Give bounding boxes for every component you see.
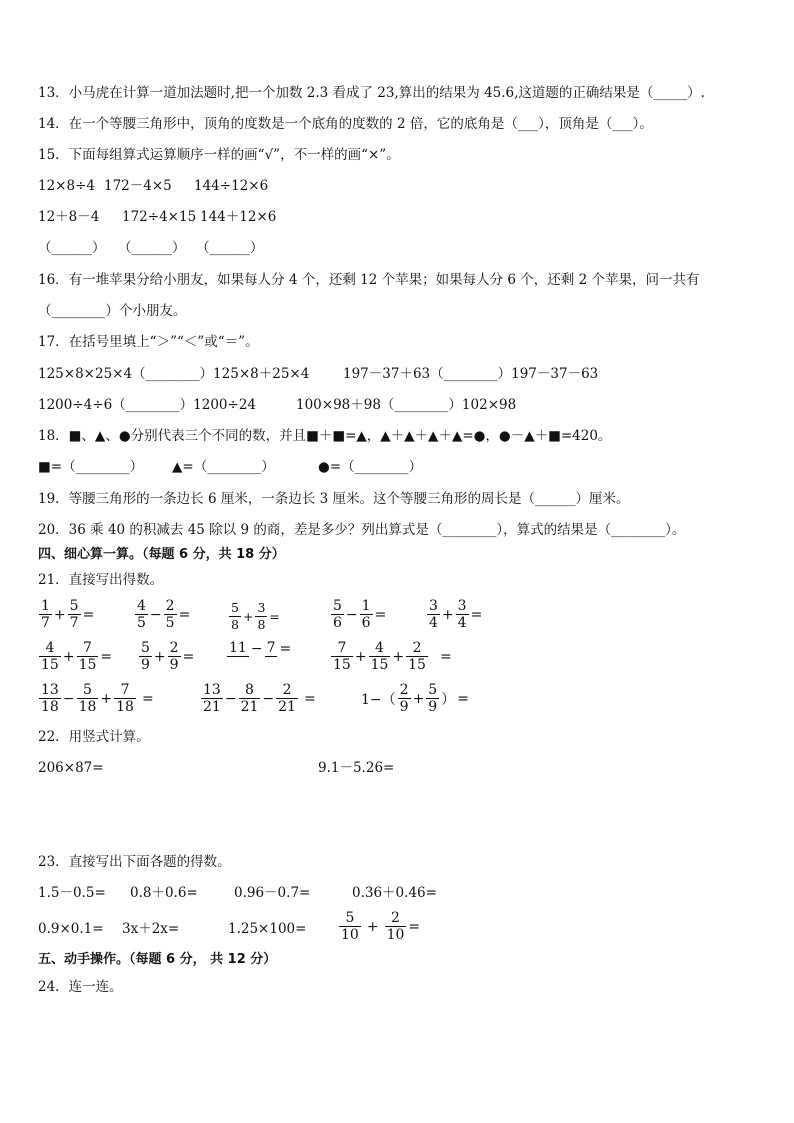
q23-expr-5[interactable]: 0.9×0.1= <box>38 921 104 937</box>
q15-row1-expr-1: 12×8÷4 <box>38 178 95 194</box>
fraction: $\frac{13}{21}$ <box>203 682 221 715</box>
fraction: $\frac{2}{9}$ <box>169 640 179 673</box>
section-5-heading: 五、动手操作。（每题 6 分， 共 12 分） <box>38 952 277 967</box>
q21-expr-11: $\frac{13}{21}$ − $\frac{8}{21}$ − $\frac{2}{21}$ = <box>203 682 316 715</box>
question-23: 23．直接写出下面各题的得数。 <box>38 854 231 870</box>
fraction: $\frac{4}{15}$ <box>370 640 389 673</box>
q22-expr-1[interactable]: 206×87= <box>38 760 104 776</box>
fraction: $\frac{2}{9}$ <box>399 682 409 715</box>
q21-expr-2: $\frac{4}{5}$ − $\frac{2}{5}$ = <box>137 598 191 631</box>
fraction: $\frac{1}{7}$ <box>41 598 50 631</box>
fraction: $\frac{7}{15}$ <box>333 640 351 673</box>
fraction: $\frac{7}{15}$ <box>78 640 97 673</box>
q21-expr-9: $\frac{7}{15}$ + $\frac{4}{15}$ + $\frac{2}{15}$ = <box>333 640 452 673</box>
question-22: 22．用竖式计算。 <box>38 729 150 745</box>
q15-blank-1[interactable]: （______） <box>38 240 106 256</box>
fraction: $\frac{2}{10}$ <box>386 910 405 943</box>
q15-row1-expr-2: 172－4×5 <box>104 178 172 194</box>
fraction: $\frac{2}{5}$ <box>165 598 175 631</box>
fraction: $\frac{5}{18}$ <box>78 682 97 715</box>
q17-compare-4[interactable]: 100×98＋98（________）102×98 <box>296 397 517 413</box>
question-20[interactable]: 20．36 乘 40 的积减去 45 除以 9 的商，差是多少？列出算式是（________），算式的结果是（________）。 <box>38 522 686 538</box>
q17-compare-3[interactable]: 1200÷4÷6（________）1200÷24 <box>38 397 257 413</box>
q15-blank-2[interactable]: （______） <box>118 240 186 256</box>
q21-expr-3: $\frac{5}{8}$ + $\frac{3}{8}$ = <box>231 600 280 632</box>
question-24: 24．连一连。 <box>38 979 123 995</box>
fraction: $\frac{2}{15}$ <box>408 640 426 673</box>
question-16-line1: 16．有一堆苹果分给小朋友，如果每人分 4 个，还剩 12 个苹果；如果每人分 6 个，还剩 2 个苹果，问一共有 <box>38 272 700 288</box>
fraction: $\frac{5}{8}$ <box>231 600 239 632</box>
fraction: $\frac{8}{21}$ <box>240 682 259 715</box>
q15-row2-expr-3: 144＋12×6 <box>200 209 277 225</box>
q21-expr-8: 11 − 7 = <box>229 640 292 657</box>
question-13: 13．小马虎在计算一道加法题时,把一个加数 2.3 看成了 23,算出的结果为 45.6,这道题的正确结果是（_____）. <box>38 85 705 101</box>
q23-expr-1[interactable]: 1.5－0.5= <box>38 885 106 901</box>
question-15: 15．下面每组算式运算顺序一样的画“√”，不一样的画“×”。 <box>38 147 400 163</box>
q15-row2-expr-2: 172÷4×15 <box>122 209 197 225</box>
question-21: 21．直接写出得数。 <box>38 572 164 588</box>
fraction: $\frac{5}{10}$ <box>341 910 359 943</box>
fraction: $\frac{3}{4}$ <box>457 598 467 631</box>
q23-expr-3[interactable]: 0.96－0.7= <box>234 885 311 901</box>
question-16-line2[interactable]: （________）个小朋友。 <box>38 303 187 319</box>
q23-expr-6[interactable]: 3x＋2x= <box>122 921 180 937</box>
q21-expr-7: $\frac{5}{9}$ + $\frac{2}{9}$ = <box>141 640 195 673</box>
fraction: $\frac{2}{21}$ <box>278 682 296 715</box>
q21-expr-5: $\frac{3}{4}$ + $\frac{3}{4}$ = <box>429 598 483 631</box>
fraction: $\frac{5}{9}$ <box>428 682 438 715</box>
q21-expr-6: $\frac{4}{15}$ + $\frac{7}{15}$ = <box>41 640 113 673</box>
q23-expr-2[interactable]: 0.8＋0.6= <box>130 885 198 901</box>
question-19[interactable]: 19．等腰三角形的一条边长 6 厘米，一条边长 3 厘米。这个等腰三角形的周长是（______）厘米。 <box>38 491 630 507</box>
q17-compare-1[interactable]: 125×8×25×4（________）125×8＋25×4 <box>38 366 310 382</box>
fraction: $\frac{3}{4}$ <box>429 598 438 631</box>
q22-expr-2[interactable]: 9.1－5.26= <box>318 760 395 776</box>
fraction: $\frac{4}{5}$ <box>137 598 146 631</box>
q21-expr-12: 1−（ $\frac{2}{9}$ + $\frac{5}{9}$ ） = <box>361 682 469 715</box>
q18-answer-circle[interactable]: ●=（________） <box>318 459 423 475</box>
q17-compare-2[interactable]: 197－37＋63（________）197－37－63 <box>343 366 599 382</box>
q15-row1-expr-3: 144÷12×6 <box>194 178 269 194</box>
q21-expr-10: $\frac{13}{18}$ − $\frac{5}{18}$ + $\frac{7}{18}$ = <box>41 682 154 715</box>
question-14: 14．在一个等腰三角形中，顶角的度数是一个底角的度数的 2 倍，它的底角是（___），顶角是（___）。 <box>38 116 653 132</box>
q21-expr-1: $\frac{1}{7}$ + $\frac{5}{7}$ = <box>41 598 95 631</box>
q23-expr-7[interactable]: 1.25×100= <box>228 921 307 937</box>
fraction: 11 <box>229 640 247 656</box>
fraction: $\frac{5}{7}$ <box>69 598 79 631</box>
q18-answer-square[interactable]: ■=（________） <box>38 459 144 475</box>
fraction: $\frac{4}{15}$ <box>41 640 59 673</box>
q21-expr-4: $\frac{5}{6}$ − $\frac{1}{6}$ = <box>333 598 387 631</box>
fraction: $\frac{13}{18}$ <box>41 682 59 715</box>
fraction: $\frac{7}{18}$ <box>116 682 134 715</box>
section-4-heading: 四、细心算一算。（每题 6 分，共 18 分） <box>38 547 285 562</box>
q23-expr-8[interactable]: $\frac{5}{10}$ + $\frac{2}{10}$ = <box>341 910 421 943</box>
q15-row2-expr-1: 12＋8－4 <box>38 209 100 225</box>
q23-expr-4[interactable]: 0.36＋0.46= <box>352 885 437 901</box>
question-17: 17．在括号里填上“＞”“＜”或“＝”。 <box>38 334 259 350</box>
fraction: $\frac{5}{9}$ <box>141 640 150 673</box>
question-18: 18．■、▲、●分别代表三个不同的数，并且■＋■=▲，▲＋▲＋▲＋▲=●，●－▲＋■=420。 <box>38 428 612 444</box>
fraction: $\frac{5}{6}$ <box>333 598 342 631</box>
q15-blank-3[interactable]: （______） <box>196 240 264 256</box>
fraction: $\frac{1}{6}$ <box>361 598 371 631</box>
q18-answer-triangle[interactable]: ▲=（________） <box>172 459 275 475</box>
fraction: $\frac{3}{8}$ <box>257 600 266 632</box>
fraction: 7 <box>266 640 276 656</box>
